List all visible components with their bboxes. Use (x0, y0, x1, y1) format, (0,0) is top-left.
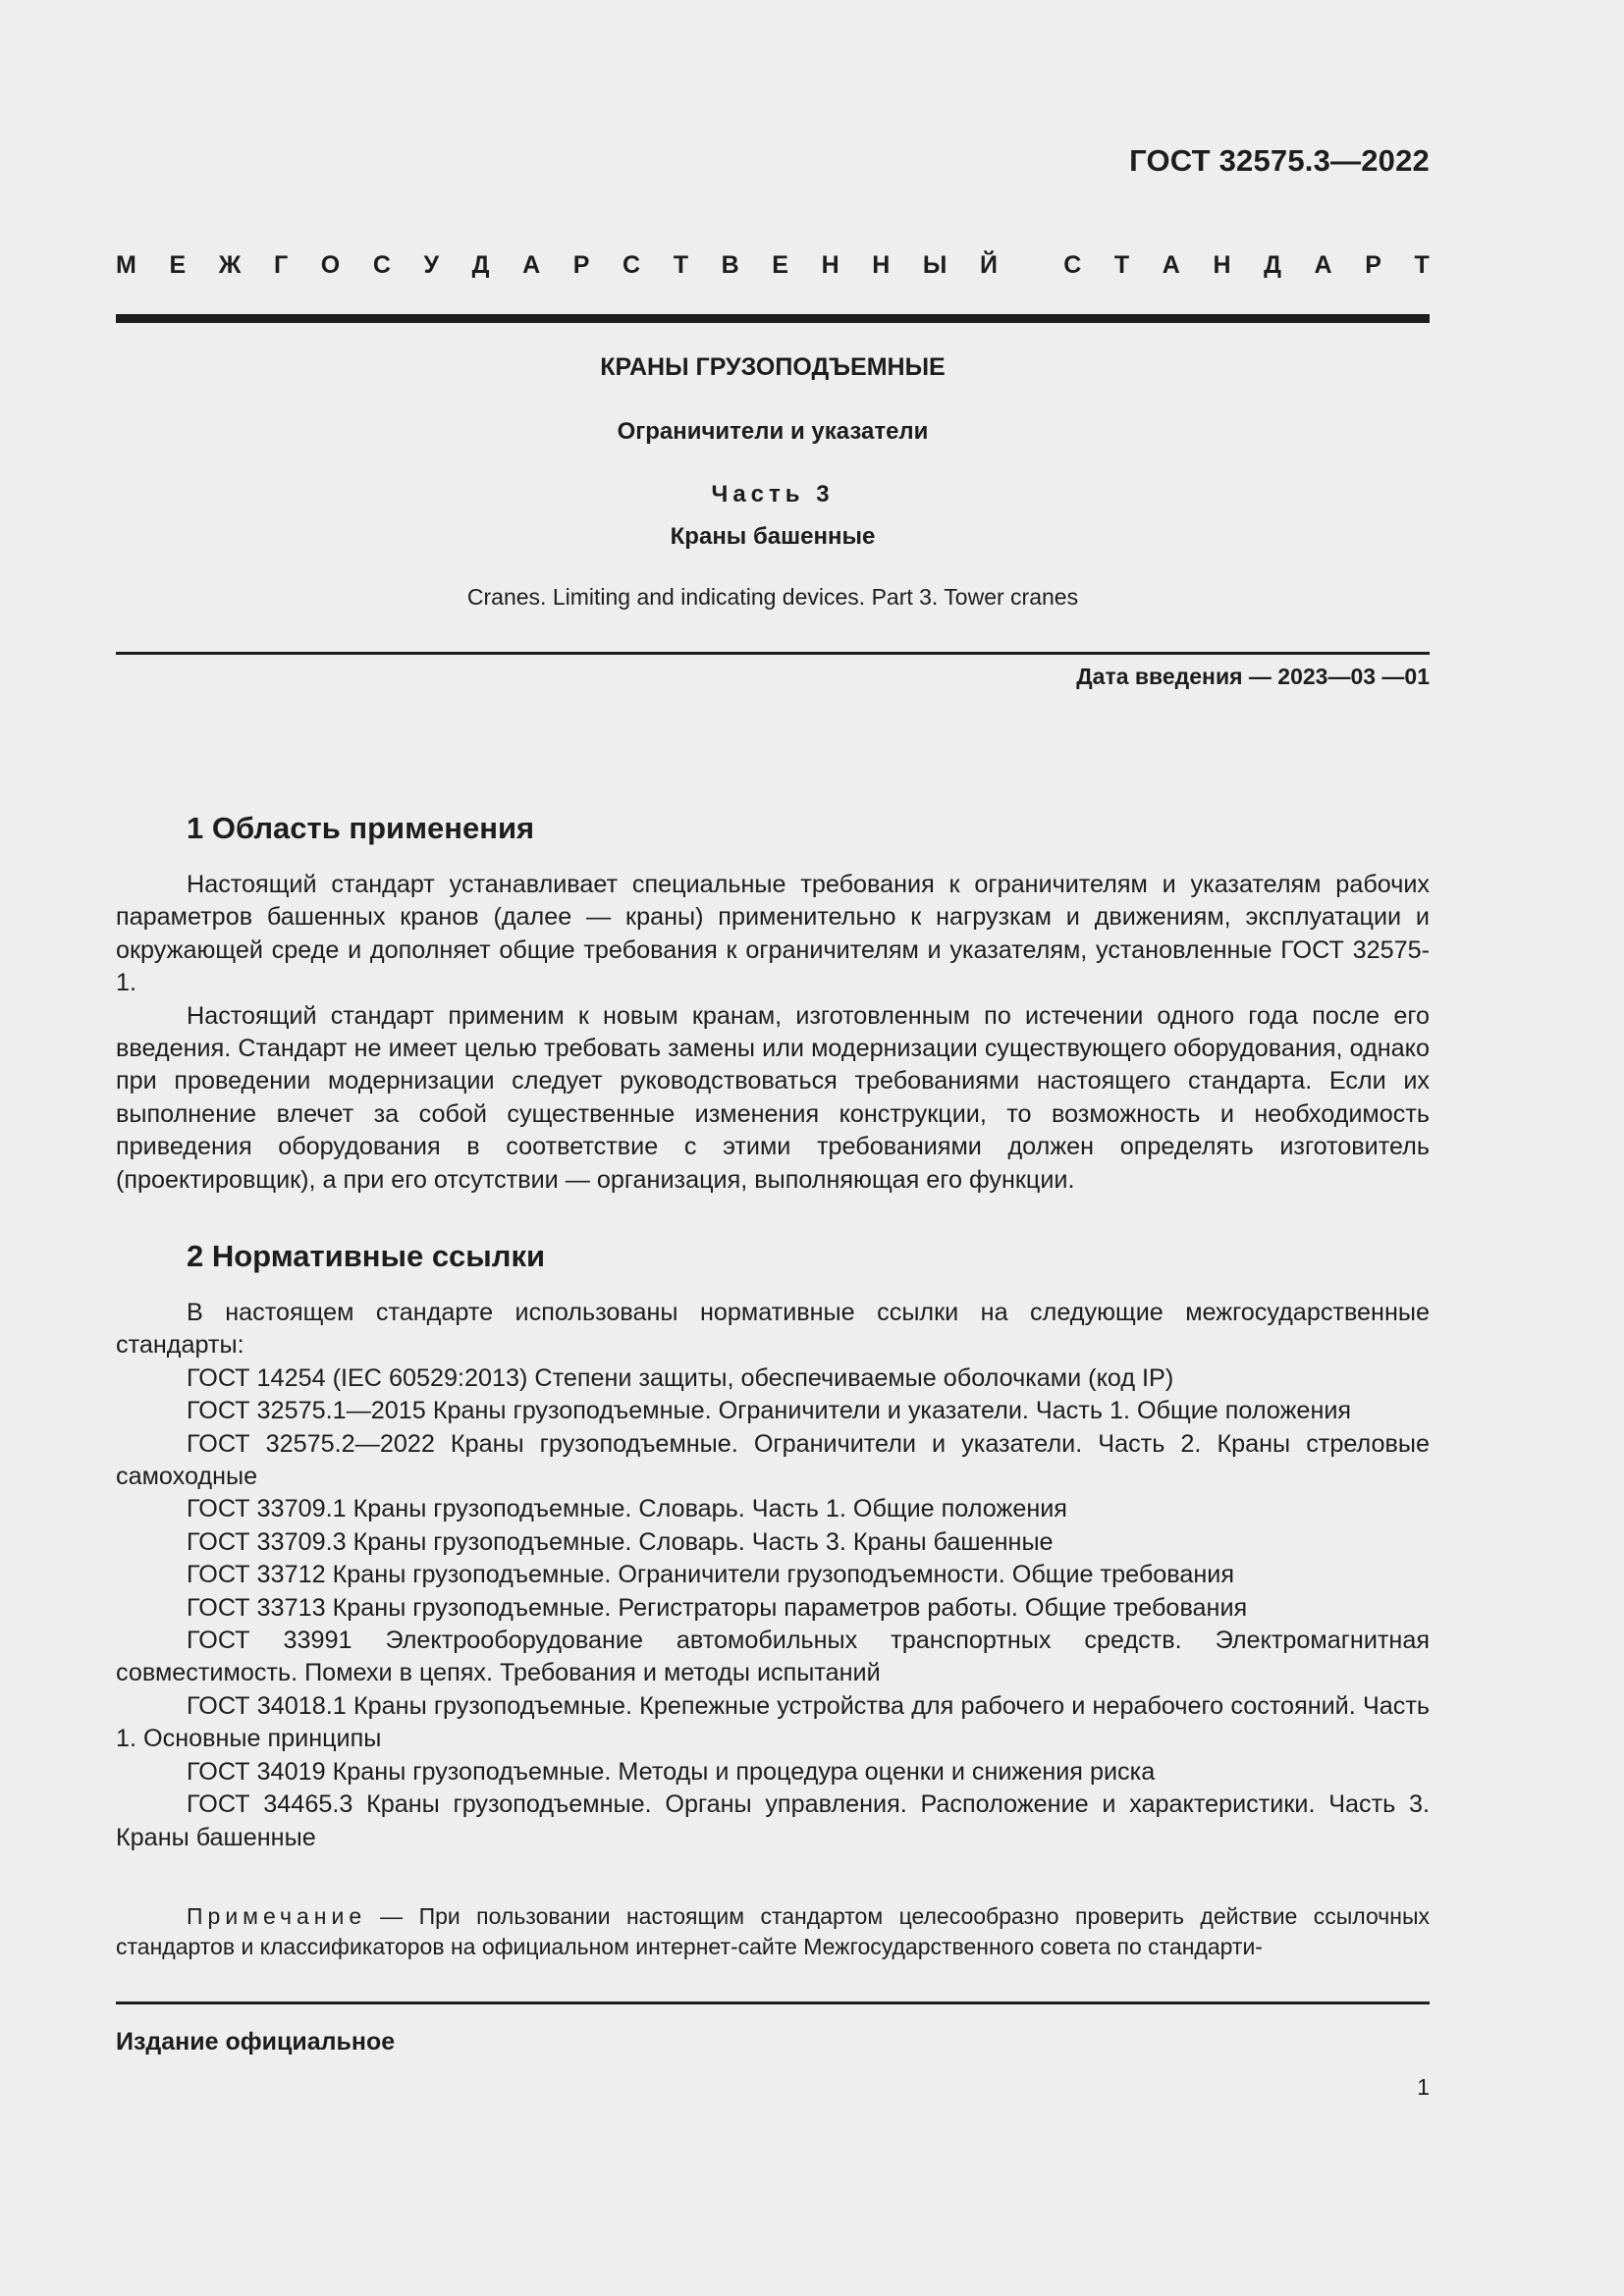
paragraph: Настоящий стандарт применим к новым кранам, изготовленным по истечении одного года после его введения. Стандарт не имеет целью требовать замены или модернизации существующего оборудования, однако при проведении модернизации следует руководствоваться требованиями настоящего стандарта. Если их выполнение влечет за собой существенные изменения конструкции, то возможность и необходимость приведения оборудования в соответствие с этими требованиями должен определять изготовитель (проектировщик), а при его отсутствии — организация, выполняющая его функции. (116, 1001, 1430, 1194)
header-divider (116, 314, 1430, 323)
introduction-date: Дата введения — 2023—03 —01 (1076, 664, 1430, 689)
document-page (116, 0, 1430, 2296)
document-subtitle: Ограничители и указатели (617, 418, 929, 445)
reference-item: ГОСТ 33709.3 Краны грузоподъемные. Словарь. Часть 3. Краны башенные (187, 1527, 1054, 1556)
standard-type-letter: Н (872, 251, 891, 279)
standard-type-letter: С (372, 251, 391, 279)
standard-type-letter: Й (980, 251, 998, 279)
page-number: 1 (1417, 2074, 1430, 2100)
title-divider (116, 652, 1430, 655)
standard-type-letter: А (522, 251, 541, 279)
reference-item: ГОСТ 33709.1 Краны грузоподъемные. Словарь. Часть 1. Общие положения (187, 1495, 1067, 1523)
standard-type-letter: Т (1414, 251, 1430, 279)
section-body-scope (116, 869, 1430, 1197)
note (116, 1901, 1430, 1962)
reference-item: ГОСТ 34018.1 Краны грузоподъемные. Крепежные устройства для рабочего и нерабочего состояний. Часть 1. Основные принципы (116, 1691, 1430, 1753)
standard-type-heading (116, 251, 1430, 280)
reference-item: ГОСТ 34465.3 Краны грузоподъемные. Органы управления. Расположение и характеристики. Часть 3. Краны башенные (116, 1790, 1430, 1851)
document-title: КРАНЫ ГРУЗОПОДЪЕМНЫЕ (600, 353, 946, 381)
standard-type-letter: Н (821, 251, 839, 279)
paragraph: В настоящем стандарте использованы нормативные ссылки на следующие межгосударственные стандарты: (116, 1299, 1430, 1360)
standard-type-letter: Т (1113, 251, 1130, 279)
standard-type-letter: В (721, 251, 739, 279)
reference-item: ГОСТ 33712 Краны грузоподъемные. Ограничители грузоподъемности. Общие требования (187, 1561, 1234, 1589)
note-label: Примечание (187, 1903, 367, 1929)
footer-divider (116, 2002, 1430, 2004)
standard-type-letter: Е (169, 251, 187, 279)
document-part: Часть 3 (711, 481, 835, 507)
standard-type-letter: Д (471, 251, 490, 279)
reference-item: ГОСТ 33991 Электрооборудование автомобильных транспортных средств. Электромагнитная совместимость. Помехи в цепях. Требования и методы испытаний (116, 1627, 1430, 1687)
standard-type-letter: А (1162, 251, 1180, 279)
standard-type-letter: Р (1365, 251, 1381, 279)
standard-type-letter: Р (572, 251, 590, 279)
reference-item: ГОСТ 14254 (IEC 60529:2013) Степени защиты, обеспечиваемые оболочками (код IP) (187, 1363, 1174, 1392)
standard-type-letter: Н (1213, 251, 1231, 279)
standard-type-letter: С (1063, 251, 1082, 279)
standard-type-letter: У (423, 251, 440, 279)
standard-type-letter: С (623, 251, 641, 279)
reference-item: ГОСТ 33713 Краны грузоподъемные. Регистраторы параметров работы. Общие требования (187, 1593, 1248, 1622)
paragraph: Настоящий стандарт устанавливает специальные требования к ограничителям и указателям рабочих параметров башенных кранов (далее — краны) применительно к нагрузкам и движениям, эксплуатации и окружающей среде и дополняет общие требования к ограничителям и указателям, установленные ГОСТ 32575-1. (116, 871, 1430, 997)
standard-type-letter: М (116, 251, 136, 279)
edition-label: Издание официальное (116, 2028, 396, 2056)
standard-type-letter: Г (273, 251, 289, 279)
standard-type-letter: Ж (218, 251, 242, 279)
reference-item: ГОСТ 32575.2—2022 Краны грузоподъемные. Ограничители и указатели. Часть 2. Краны стреловые самоходные (116, 1429, 1430, 1491)
standard-type-letter: Д (1264, 251, 1281, 279)
document-part-name: Краны башенные (670, 523, 876, 550)
reference-item: ГОСТ 32575.1—2015 Краны грузоподъемные. Ограничители и указатели. Часть 1. Общие положения (187, 1397, 1352, 1425)
section-heading-references: 2 Нормативные ссылки (187, 1239, 546, 1273)
document-number: ГОСТ 32575.3—2022 (1129, 143, 1430, 178)
section-heading-scope: 1 Область применения (187, 811, 535, 845)
english-title: Cranes. Limiting and indicating devices. Part 3. Tower cranes (466, 584, 1079, 610)
standard-type-letter: Т (673, 251, 688, 279)
standard-type-letter: А (1314, 251, 1332, 279)
section-body-references (116, 1297, 1430, 1854)
standard-type-letter: Ы (922, 251, 947, 279)
reference-item: ГОСТ 34019 Краны грузоподъемные. Методы и процедура оценки и снижения риска (187, 1757, 1156, 1786)
standard-type-letter: О (320, 251, 341, 279)
note-text: — При пользовании настоящим стандартом целесообразно проверить действие ссылочных стандартов и классификаторов на официальном интернет-сайте Межгосударственного совета по стандарти- (116, 1903, 1430, 1959)
standard-type-letter: Е (772, 251, 788, 279)
